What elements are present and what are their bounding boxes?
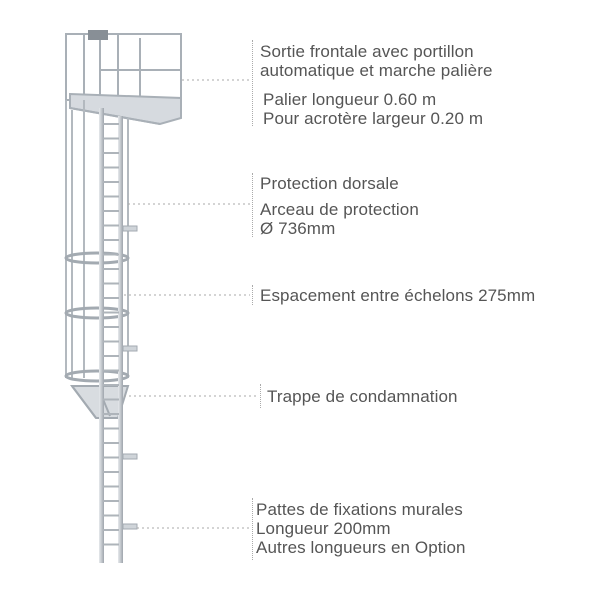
annotation-line: Autres longueurs en Option bbox=[256, 538, 466, 557]
bracket-rung-spacing bbox=[252, 285, 253, 305]
annotation-line: Sortie frontale avec portillon bbox=[260, 42, 474, 61]
bracket-hatch bbox=[260, 384, 261, 408]
annotation-line: Palier longueur 0.60 m bbox=[263, 90, 437, 109]
annotation-wall-brackets bbox=[256, 500, 466, 557]
annotation-line: automatique et marche palière bbox=[260, 61, 493, 80]
annotation-back-protection bbox=[260, 174, 419, 238]
bracket-back-protection bbox=[252, 173, 253, 237]
annotation-line: Trappe de condamnation bbox=[267, 387, 458, 406]
annotation-exit bbox=[260, 42, 493, 80]
annotation-line: Ø 736mm bbox=[260, 219, 336, 238]
annotation-line: Espacement entre échelons 275mm bbox=[260, 286, 536, 305]
annotation-line: Pattes de fixations murales bbox=[256, 500, 463, 519]
bracket-wall-brackets bbox=[252, 498, 253, 560]
bracket-exit bbox=[252, 40, 253, 126]
annotation-hatch bbox=[267, 387, 458, 406]
annotation-line: Protection dorsale bbox=[260, 174, 399, 193]
annotation-line: Longueur 200mm bbox=[256, 519, 391, 538]
annotation-line: Pour acrotère largeur 0.20 m bbox=[263, 109, 484, 128]
annotation-rung-spacing bbox=[260, 286, 535, 305]
annotation-landing bbox=[263, 90, 483, 128]
annotation-line: Arceau de protection bbox=[260, 200, 419, 219]
